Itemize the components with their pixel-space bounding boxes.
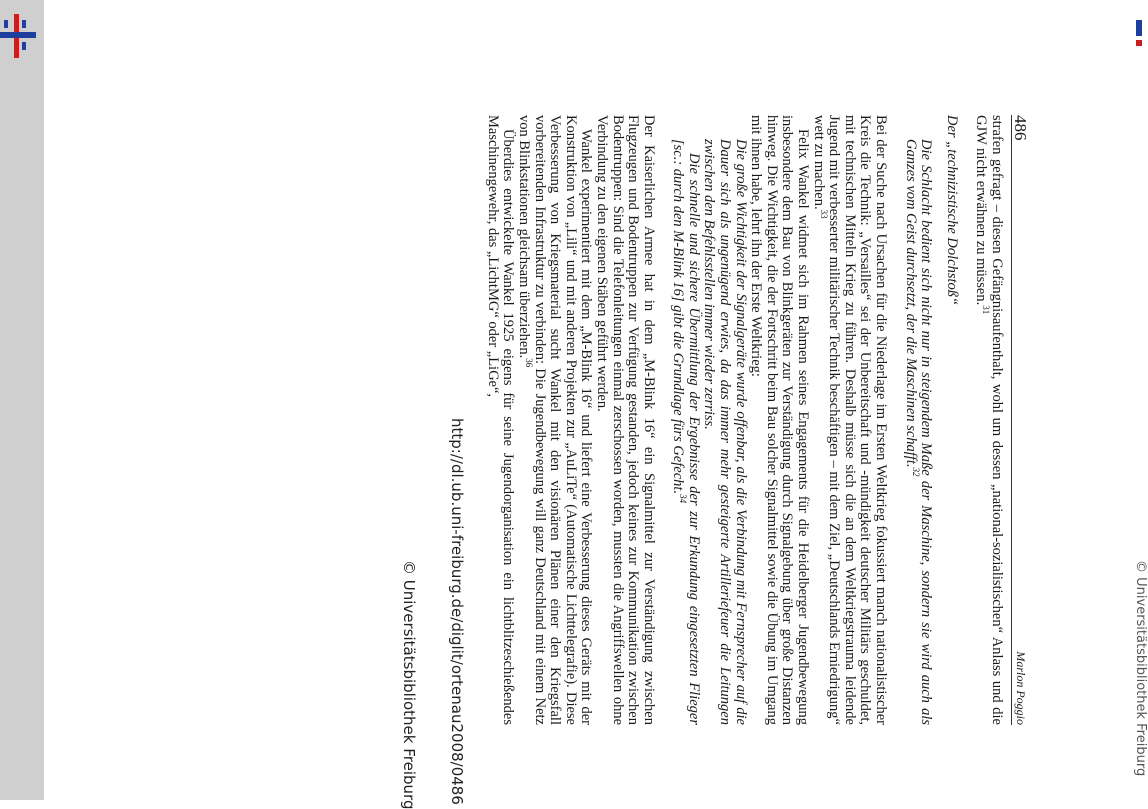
page-number: 486 <box>1011 115 1030 141</box>
running-head <box>1011 115 1030 725</box>
paragraph: strafen gefragt – diesen Gefängnisaufenthalt, wohl um dessen „national-sozialistischen“ Anlass und die GJW nicht erwähnen zu müssen.$^{31}$ <box>973 115 1005 725</box>
block-quote: Die große Wichtigkeit der Signalgeräte wurde offenbar, als die Verbindung mit Fernsprecher auf die Dauer sich als ungenügend erwies, da das immer mehr gesteigerte Artilleriefeuer die Leitungen zwischen den Befehlsstellen immer wieder zerriss. <box>701 139 749 725</box>
paragraph: Überdies entwickelte Wankel 1925 eigens für seine Jugendorganisation ein lichtblitzeschießendes Maschinengewehr, das „LichtMG“ oder „LiGe“, <box>484 115 517 725</box>
block-quote: Die schnelle und sichere Übermittlung der Ergebnisse der zur Erkundung eingesetzten Flieger [sc.: durch den M-Blink 16] gibt die Grundlage fürs Gefecht.$^{34}$ <box>670 139 702 725</box>
footnote-ref[interactable]: 36 <box>523 358 534 368</box>
book-page <box>170 115 1030 725</box>
paragraph: Bei der Suche nach Ursachen für die Niederlage im Ersten Weltkrieg fokussiert manch nationalistischer Kreis die Technik: „Versailles“ sei der Unbereitschaft und -mündigkeit deutscher Militärs geschuldet, mit technischen Mitteln Krieg zu führen. Deshalb müsse sich die an dem Weltkriegstrauma leidende Jugend mit verbesserter militärischer Technik beschäftigen – mit dem Ziel, „Deutschlands Erniedrigung“ wett zu machen.$^{33}$ <box>810 115 890 725</box>
footnote-ref[interactable]: 33 <box>818 209 829 219</box>
paragraph: Der Kaiserlichen Armee hat in dem „M-Blink 16“ ein Signalmittel zur Verständigung zwischen Flugzeugen und Bodentruppen zur Verfügung gestanden, jedoch keines zur Kommunikation zwischen Bodentruppen: Sind die Telefonleitungen einmal zerschossen worden, mussten die Angriffswellen ohne Verbindung zu den eigenen Stäben geführt werden. <box>593 115 657 725</box>
paragraph: Felix Wankel widmet sich im Rahmen seines Engagements für die Heidelberger Jugendbewegung insbesondere dem Bau von Blinkgeräten zur Verständigung durch Signalgebung über große Distanzen hinweg. Die Wichtigkeit, die der Fortschritt beim Bau solcher Signalmittel sowie die Übung im Umgang mit ihnen habe, lehrt ihn der Erste Weltkrieg: <box>748 115 812 725</box>
footnote-ref[interactable]: 32 <box>910 467 921 477</box>
section-heading: Der „technizistische Dolchstoß“ <box>943 115 960 306</box>
library-logo-icon <box>0 14 40 58</box>
footnote-ref[interactable]: 34 <box>678 494 689 504</box>
viewer-sidebar <box>0 0 44 800</box>
footnote-ref[interactable]: 31 <box>981 305 992 315</box>
edge-copyright: © Universitätsbibliothek Freiburg <box>1133 560 1148 777</box>
page-body <box>484 115 1004 725</box>
viewer-marker-red <box>1136 40 1142 46</box>
copyright-notice: © Universitätsbibliothek Freiburg <box>400 560 418 809</box>
page-url[interactable]: http://dl.ub.uni-freiburg.de/diglit/ortenau2008/0486 <box>448 418 466 805</box>
viewer-marker-blue <box>1136 20 1142 36</box>
block-quote: Die Schlacht bedient sich nicht nur in steigendem Maße der Maschine, sondern sie wird auch als Ganzes vom Geist durchsetzt, der die Maschinen schafft.$^{32}$ <box>902 139 935 725</box>
running-head-author: Marlon Poggio <box>1014 651 1028 725</box>
paragraph: Wankel experimentiert mit dem „M-Blink 16“ und liefert eine Verbesserung dieses Geräts mit der Konstruktion von „Lili“ und mit anderen Projekten zur „AuLiTe“ (Automatische Lichttelegrafie). Diese Verbesserung von Kriegsmaterial sucht Wankel mit den visionären Plänen einer den Kriegsfall vorbereitenden Infrastruktur zu verbinden: Die Jugendbewegung will ganz Deutschland mit einem Netz von Blinkstationen gleichsam überziehen.$^{36}$ <box>515 115 595 725</box>
